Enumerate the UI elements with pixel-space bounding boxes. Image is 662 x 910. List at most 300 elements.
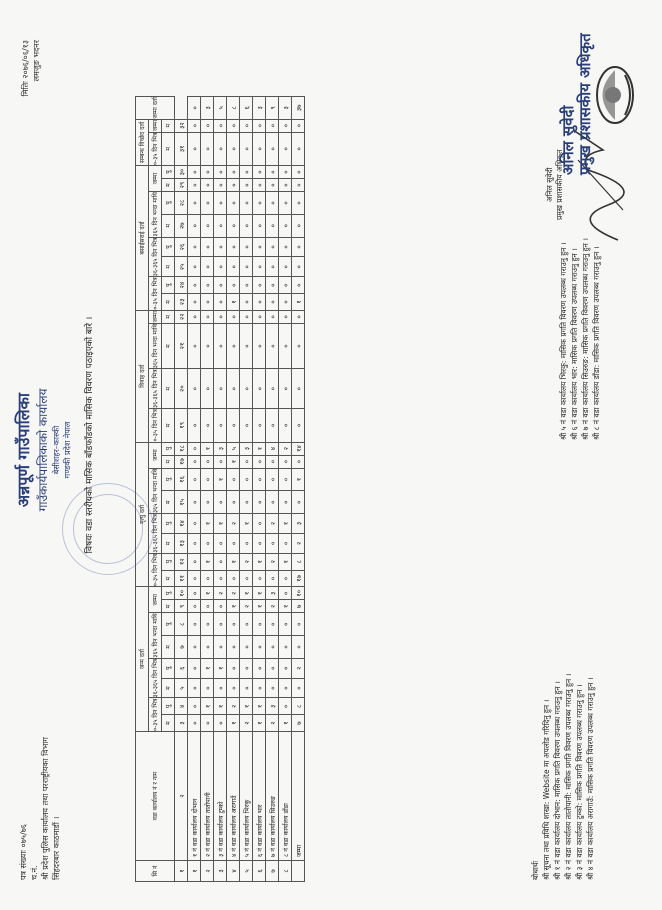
data-cell: ० — [279, 214, 292, 237]
data-cell: ० — [240, 570, 253, 587]
period-header: जम्मा — [149, 587, 162, 613]
letter-place: लमजुङ भदनर — [32, 40, 41, 82]
data-cell: ० — [188, 294, 201, 311]
male-header: म — [162, 132, 175, 166]
total-cell: ० — [292, 237, 305, 257]
data-cell: ० — [266, 369, 279, 409]
data-cell: ० — [188, 179, 201, 192]
male-header: म — [162, 119, 175, 132]
data-cell: २ — [240, 715, 253, 732]
data-cell: ० — [266, 237, 279, 257]
data-cell: १ — [240, 698, 253, 715]
data-cell: ० — [188, 277, 201, 294]
date-block — [20, 40, 42, 96]
data-cell: ० — [188, 570, 201, 587]
data-cell: ० — [188, 214, 201, 237]
index-cell: १७ — [175, 455, 188, 468]
data-cell: २ — [227, 587, 240, 600]
data-cell: ० — [253, 570, 266, 587]
signatory-name: अनिल सुवेदी — [545, 167, 554, 203]
data-cell: ० — [188, 678, 201, 698]
row-sn: ६ — [253, 861, 266, 882]
total-cell: ० — [292, 119, 305, 132]
birth-header: जन्म दर्ता — [136, 587, 149, 732]
male-header: म — [162, 715, 175, 732]
data-cell: ० — [253, 491, 266, 514]
data-cell: ० — [201, 192, 214, 215]
data-cell: ० — [253, 257, 266, 277]
data-cell: १ — [214, 698, 227, 715]
data-cell: ० — [214, 553, 227, 570]
note-item: श्री २ नं वडा कार्यालय तातोपानी: मासिक प्रगति विवरण उपलब्ध गराउनु हुन । — [564, 673, 573, 880]
data-cell: १ — [279, 715, 292, 732]
male-header: म — [162, 636, 175, 659]
male-header: म — [162, 179, 175, 192]
data-cell: ० — [227, 310, 240, 323]
total-cell: ० — [292, 310, 305, 323]
data-cell: ० — [201, 369, 214, 409]
data-cell: ० — [240, 323, 253, 369]
data-cell: ० — [240, 277, 253, 294]
data-cell: ० — [214, 491, 227, 514]
index-cell: ७ — [175, 636, 188, 659]
male-header: म — [162, 455, 175, 468]
data-cell: ८ — [227, 97, 240, 119]
data-cell: ० — [266, 570, 279, 587]
data-cell: १ — [214, 658, 227, 678]
data-cell: ० — [214, 600, 227, 613]
index-cell: ११ — [175, 570, 188, 587]
data-cell: ० — [188, 455, 201, 468]
index-cell: ८ — [175, 613, 188, 636]
signatory-title: प्रमुख प्रशासकीय अधिकृत — [555, 149, 564, 220]
data-cell: ० — [279, 455, 292, 468]
data-cell: ० — [240, 369, 253, 409]
data-cell: ० — [279, 179, 292, 192]
index-cell: १९ — [175, 409, 188, 443]
index-cell: ३१ — [175, 132, 188, 166]
female-header: पु — [162, 587, 175, 600]
data-cell: ० — [266, 613, 279, 636]
data-cell: ० — [266, 192, 279, 215]
data-cell: १ — [253, 715, 266, 732]
data-cell: ० — [188, 715, 201, 732]
data-cell: ० — [188, 442, 201, 455]
data-cell: ० — [214, 132, 227, 166]
data-cell: ० — [240, 468, 253, 491]
data-cell: ० — [201, 277, 214, 294]
data-cell: ० — [253, 166, 266, 179]
reference-block — [18, 737, 62, 880]
total-cell: ० — [292, 132, 305, 166]
data-cell: ० — [201, 257, 214, 277]
data-cell: ० — [266, 119, 279, 132]
data-cell: ० — [214, 323, 227, 369]
total-cell: ३७ — [292, 97, 305, 119]
data-cell: ० — [227, 179, 240, 192]
table-row — [279, 97, 292, 882]
data-cell: ० — [279, 678, 292, 698]
table-row — [266, 97, 279, 882]
data-cell: ० — [188, 658, 201, 678]
sn-header: सि नं — [136, 861, 175, 882]
data-cell: १ — [227, 600, 240, 613]
reference-number: पत्र संख्याः ०७५/७६ — [19, 824, 28, 880]
data-cell: ६ — [240, 97, 253, 119]
total-cell: ३ — [292, 514, 305, 534]
data-cell: ५ — [227, 442, 240, 455]
data-cell: १ — [227, 455, 240, 468]
total-cell: २ — [292, 533, 305, 553]
total-cell: १७ — [292, 570, 305, 587]
row-office-name: ३ नं वडा कार्यालय टुम्को — [214, 732, 227, 861]
data-cell: ० — [253, 214, 266, 237]
table-row — [253, 97, 266, 882]
data-cell: ० — [240, 613, 253, 636]
data-cell: १ — [214, 514, 227, 534]
index-cell: २४ — [175, 277, 188, 294]
table-index-row — [175, 97, 188, 882]
office-name: गाउँकार्यपालिकाको कार्यालय — [36, 388, 50, 512]
data-cell: ० — [214, 294, 227, 311]
table-header-groups — [136, 97, 149, 882]
data-cell: ० — [240, 119, 253, 132]
index-cell: १४ — [175, 514, 188, 534]
male-header: म — [162, 257, 175, 277]
index-cell: १२ — [175, 553, 188, 570]
data-cell: ० — [253, 119, 266, 132]
total-sn — [292, 861, 305, 882]
data-cell: ० — [201, 468, 214, 491]
period-header: ०-३५ दिन भित्र — [149, 277, 162, 311]
data-cell: ० — [266, 455, 279, 468]
data-cell: ० — [227, 369, 240, 409]
data-cell: ० — [188, 323, 201, 369]
data-cell: ० — [240, 192, 253, 215]
data-cell: ० — [266, 166, 279, 179]
row-office-name: ८ नं वडा कार्यालय डाँडा — [279, 732, 292, 861]
female-header: पु — [162, 553, 175, 570]
note-item: श्री ४ नं वडा कार्यालय अरागाउँ: मासिक प्रगति विवरण उपलब्ध गराउनु हुन । — [586, 677, 595, 880]
data-cell: ० — [188, 698, 201, 715]
period-header: जम्मा — [149, 119, 162, 132]
index-cell: १८ — [175, 442, 188, 455]
data-cell: १ — [253, 587, 266, 600]
registration-table — [135, 96, 305, 882]
data-cell: ० — [279, 636, 292, 659]
male-header: म — [162, 323, 175, 369]
data-cell: ० — [214, 310, 227, 323]
data-cell: ० — [227, 237, 240, 257]
data-cell: १ — [214, 468, 227, 491]
data-cell: २ — [266, 553, 279, 570]
data-cell: ० — [266, 636, 279, 659]
data-cell: ० — [188, 587, 201, 600]
data-cell: ० — [279, 491, 292, 514]
data-cell: ० — [201, 132, 214, 166]
data-cell: ० — [240, 132, 253, 166]
data-cell: ० — [201, 119, 214, 132]
period-header: ३६-३६५ दिन भित्र — [149, 658, 162, 698]
data-cell: ० — [214, 613, 227, 636]
data-cell: ० — [266, 179, 279, 192]
data-cell: ० — [253, 277, 266, 294]
male-header: म — [162, 600, 175, 613]
index-cell: ५ — [175, 678, 188, 698]
index-cell: २३ — [175, 294, 188, 311]
data-cell: ० — [201, 179, 214, 192]
total-cell: ० — [292, 257, 305, 277]
total-cell: ७ — [292, 600, 305, 613]
data-cell: ० — [188, 636, 201, 659]
data-cell: ० — [266, 678, 279, 698]
data-cell: ० — [201, 214, 214, 237]
table-row — [201, 97, 214, 882]
period-header: ०-३५ दिन भित्र — [149, 409, 162, 443]
data-cell: ० — [240, 658, 253, 678]
total-cell: १ — [292, 468, 305, 491]
data-cell: ० — [201, 678, 214, 698]
period-header: ३६५ दिन भन्दा माथि — [149, 468, 162, 514]
data-cell: ० — [227, 257, 240, 277]
data-cell: ० — [188, 119, 201, 132]
index-cell: १६ — [175, 468, 188, 491]
total-cell: ० — [292, 179, 305, 192]
male-header: म — [162, 409, 175, 443]
total-cell: ० — [292, 409, 305, 443]
data-cell: ० — [214, 214, 227, 237]
data-cell: ० — [279, 132, 292, 166]
data-cell: ३ — [201, 97, 214, 119]
data-cell: ३ — [266, 698, 279, 715]
row-sn: २ — [201, 861, 214, 882]
male-header: म — [162, 678, 175, 698]
data-cell: ० — [188, 533, 201, 553]
data-cell: ० — [279, 192, 292, 215]
index-cell: २९ — [175, 179, 188, 192]
data-cell: ० — [188, 514, 201, 534]
data-cell: ० — [279, 533, 292, 553]
data-cell: ० — [240, 310, 253, 323]
data-cell: ० — [279, 277, 292, 294]
office-header: वडा कार्यालय नं र नाम — [136, 732, 175, 861]
note-item: श्री ८ नं वडा कार्यालय डाँडा: मासिक प्रगति विवरण उपलब्ध गराउनु हुन । — [592, 246, 601, 440]
male-header: म — [162, 491, 175, 514]
data-cell: २ — [266, 715, 279, 732]
period-header: ३६-३६५ दिन भित्र — [149, 369, 162, 409]
data-cell: ० — [279, 294, 292, 311]
data-cell: १ — [227, 715, 240, 732]
data-cell: ० — [214, 715, 227, 732]
data-cell: १ — [279, 600, 292, 613]
data-cell: ० — [240, 678, 253, 698]
data-cell: ० — [240, 455, 253, 468]
total-cell: ० — [292, 277, 305, 294]
data-cell: २ — [266, 600, 279, 613]
data-cell: ० — [266, 409, 279, 443]
index-cell: ४ — [175, 698, 188, 715]
row-office-name: १ नं वडा कार्यालय दोभान — [188, 732, 201, 861]
data-cell: ० — [188, 468, 201, 491]
data-cell: ० — [279, 613, 292, 636]
total-cell: ० — [292, 323, 305, 369]
data-cell: ० — [227, 214, 240, 237]
data-cell: १ — [253, 698, 266, 715]
data-cell: ० — [201, 636, 214, 659]
recipient-address: सिंहदरबार काठमाडौं । — [52, 816, 61, 880]
period-header: ३६-३६५ दिन भित्र — [149, 237, 162, 277]
row-office-name: २ नं वडा कार्यालय तातोपानी — [201, 732, 214, 861]
data-cell: ० — [214, 179, 227, 192]
note-item: श्री १ नं वडा कार्यालय दोभान: मासिक प्रगति विवरण उपलब्ध गराउनु हुन । — [553, 681, 562, 880]
data-cell: ० — [240, 533, 253, 553]
data-cell: ३ — [266, 587, 279, 600]
data-cell: ० — [201, 600, 214, 613]
data-cell: ० — [253, 409, 266, 443]
data-cell: ० — [279, 587, 292, 600]
dispatch-number: च.नं. — [30, 865, 39, 880]
data-cell: २ — [214, 587, 227, 600]
total-cell: ० — [292, 613, 305, 636]
data-cell: ० — [188, 613, 201, 636]
data-cell: ० — [240, 214, 253, 237]
data-cell: ० — [266, 132, 279, 166]
data-cell: १ — [201, 514, 214, 534]
index-cell: २२ — [175, 310, 188, 323]
stamp-name: अनिल सुवेदी — [559, 105, 577, 175]
data-cell: ० — [214, 277, 227, 294]
data-cell: ० — [188, 237, 201, 257]
data-cell: ० — [240, 491, 253, 514]
data-cell: ० — [201, 310, 214, 323]
female-header: पु — [162, 698, 175, 715]
data-cell: ० — [227, 658, 240, 678]
data-cell: ० — [227, 491, 240, 514]
data-cell: १ — [201, 553, 214, 570]
data-cell: ० — [201, 166, 214, 179]
data-cell: १ — [253, 442, 266, 455]
data-cell: १ — [253, 600, 266, 613]
total-row — [292, 97, 305, 882]
index-cell: १० — [175, 587, 188, 600]
data-cell: ० — [253, 192, 266, 215]
index-cell: ३२ — [175, 119, 188, 132]
death-header: मृत्यु दर्ता — [136, 442, 149, 587]
period-header: ३६५ दिन भन्दा माथि — [149, 323, 162, 369]
data-cell: ० — [266, 533, 279, 553]
female-header: पु — [162, 277, 175, 294]
data-cell: ३ — [214, 442, 227, 455]
municipality-name: अन्नपूर्ण गाउँपालिका — [14, 392, 33, 508]
female-header: पु — [162, 192, 175, 215]
total-cell: ० — [292, 678, 305, 698]
data-cell: ० — [279, 323, 292, 369]
marriage-header: विवाह दर्ता — [136, 310, 149, 442]
data-cell: ० — [201, 570, 214, 587]
period-header: ३६५ दिन भन्दा माथि — [149, 613, 162, 659]
data-cell: १ — [240, 587, 253, 600]
data-cell: ० — [227, 323, 240, 369]
period-header: जम्मा — [149, 310, 162, 323]
data-cell: ० — [266, 491, 279, 514]
note-item: श्री ३ नं वडा कार्यालय टुम्को: मासिक प्रगति विवरण उपलब्ध गराउनु हुन । — [575, 684, 584, 880]
male-header: म — [162, 294, 175, 311]
data-cell: २ — [266, 514, 279, 534]
data-cell: ४ — [266, 442, 279, 455]
data-cell: ० — [227, 570, 240, 587]
data-cell: २ — [227, 698, 240, 715]
data-cell: २ — [227, 514, 240, 534]
data-cell: ० — [214, 409, 227, 443]
index-cell: १ — [175, 861, 188, 882]
data-cell: ० — [188, 600, 201, 613]
data-cell: ० — [188, 369, 201, 409]
period-header: ३६-३६५ दिन भित्र — [149, 514, 162, 554]
data-cell: ० — [188, 97, 201, 119]
data-cell: ० — [240, 636, 253, 659]
period-header: जम्मा — [149, 166, 162, 192]
data-cell: ० — [240, 257, 253, 277]
period-header: ३६५ दिन भन्दा माथि — [149, 192, 162, 238]
office-address: बेसीशहर–कास्की — [52, 425, 61, 475]
data-cell: १ — [201, 587, 214, 600]
signatory-stamp — [560, 33, 594, 175]
female-header: पु — [162, 468, 175, 491]
male-header: म — [162, 310, 175, 323]
data-cell: १ — [279, 553, 292, 570]
data-cell: ३ — [240, 442, 253, 455]
data-cell: ० — [253, 468, 266, 491]
data-cell: ० — [214, 237, 227, 257]
total-cell: १० — [292, 587, 305, 600]
total-cell: ० — [292, 166, 305, 179]
data-cell: ० — [253, 533, 266, 553]
total-cell: ० — [292, 214, 305, 237]
note-item: श्री ५ नं वडा कार्यालय भिरकु: मासिक प्रगति विवरण उपलब्ध गराउनु हुन । — [559, 242, 568, 440]
subject-line: विषयः वडा स्तरीयको मासिक बाँडफाँडको मासिक विवरण पठाइएको बारे । — [85, 316, 95, 554]
divorce-header: सम्बन्ध विच्छेद दर्ता — [136, 119, 149, 166]
total-cell: १४ — [292, 442, 305, 455]
data-cell: २ — [279, 442, 292, 455]
female-header: पु — [162, 166, 175, 179]
period-header: जम्मा — [149, 442, 162, 468]
total-cell: १ — [292, 294, 305, 311]
male-header: म — [162, 369, 175, 409]
data-cell: ० — [227, 533, 240, 553]
data-cell: ० — [214, 257, 227, 277]
data-cell: ० — [279, 257, 292, 277]
data-cell: ३ — [279, 97, 292, 119]
data-cell: ० — [214, 678, 227, 698]
data-cell: ० — [227, 192, 240, 215]
row-office-name: ७ नं वडा कार्यालय सिउरुङ — [266, 732, 279, 861]
data-cell: ० — [266, 310, 279, 323]
data-cell: ० — [188, 409, 201, 443]
row-sn: ८ — [279, 861, 292, 882]
data-cell: ० — [201, 323, 214, 369]
data-cell: ० — [188, 310, 201, 323]
index-cell: २ — [175, 732, 188, 861]
data-cell: ० — [214, 119, 227, 132]
data-cell: १ — [279, 514, 292, 534]
data-cell: ० — [201, 533, 214, 553]
row-sn: १ — [188, 861, 201, 882]
row-office-name: ६ नं वडा कार्यालय भार — [253, 732, 266, 861]
data-cell: ० — [201, 491, 214, 514]
period-header: ०-३५ दिन भित्र — [149, 132, 162, 166]
data-cell: ० — [214, 570, 227, 587]
total-label: जम्मा — [292, 732, 305, 861]
